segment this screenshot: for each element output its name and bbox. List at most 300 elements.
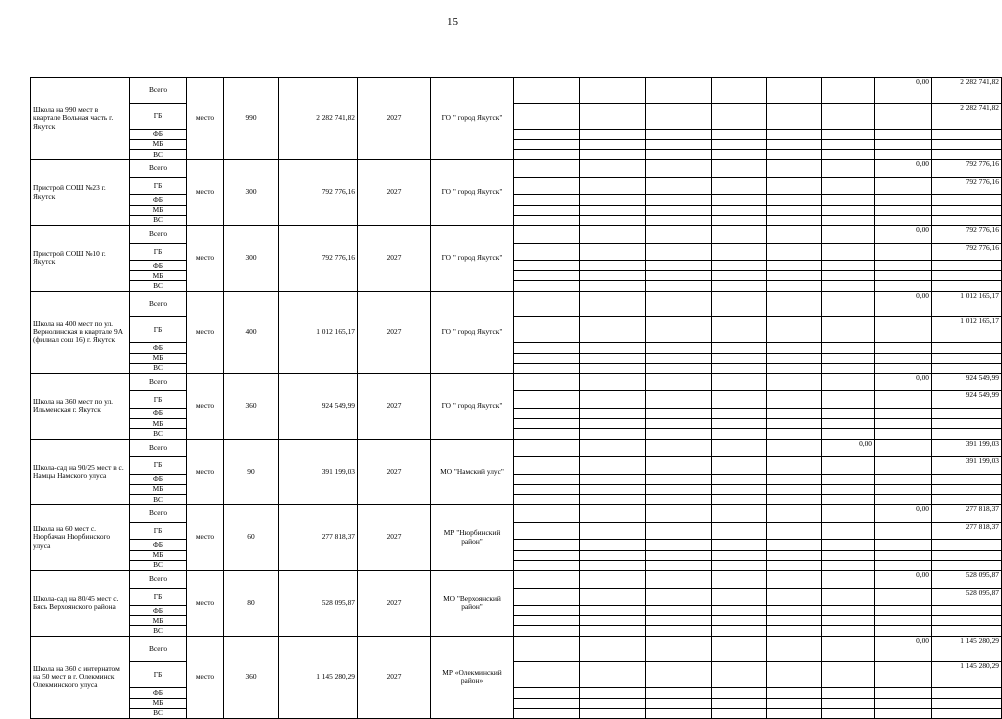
empty-cell	[932, 495, 1002, 505]
empty-cell	[875, 540, 932, 550]
funding-source-label: МБ	[130, 698, 187, 708]
empty-cell	[767, 662, 822, 688]
empty-cell	[580, 139, 646, 149]
empty-cell	[875, 317, 932, 343]
empty-cell	[580, 505, 646, 523]
empty-cell	[712, 317, 767, 343]
table-row	[31, 353, 1002, 363]
table-row	[31, 243, 1002, 261]
empty-cell	[767, 373, 822, 391]
empty-cell	[580, 484, 646, 494]
capacity-cell: 80	[224, 570, 279, 636]
municipality-cell: ГО " город Якутск"	[431, 291, 514, 373]
empty-cell	[822, 474, 875, 484]
zero-value: 0,00	[875, 225, 932, 243]
empty-cell	[514, 195, 580, 205]
empty-cell	[646, 606, 712, 616]
zero-value: 0,00	[875, 505, 932, 523]
empty-cell	[712, 177, 767, 195]
table-row	[31, 522, 1002, 540]
funding-source-label: ГБ	[130, 391, 187, 409]
table-row	[31, 343, 1002, 353]
municipality-cell: МР "Нюрбинский район"	[431, 505, 514, 571]
table-row	[31, 570, 1002, 588]
empty-cell	[580, 606, 646, 616]
empty-cell	[646, 636, 712, 662]
gb-amount: 277 818,37	[932, 522, 1002, 540]
empty-cell	[514, 616, 580, 626]
table-row	[31, 606, 1002, 616]
empty-cell	[646, 373, 712, 391]
empty-cell	[514, 606, 580, 616]
table-row	[31, 550, 1002, 560]
funding-source-label: ФБ	[130, 688, 187, 698]
table-row	[31, 429, 1002, 439]
zero-value: 0,00	[822, 439, 875, 457]
empty-cell	[712, 291, 767, 317]
funding-source-label: ФБ	[130, 606, 187, 616]
empty-cell	[822, 243, 875, 261]
funding-source-label: Всего	[130, 505, 187, 523]
empty-cell	[646, 495, 712, 505]
empty-cell	[580, 160, 646, 178]
empty-cell	[822, 606, 875, 616]
empty-cell	[767, 495, 822, 505]
empty-cell	[514, 373, 580, 391]
empty-cell	[514, 139, 580, 149]
empty-cell	[514, 103, 580, 129]
empty-cell	[514, 409, 580, 419]
empty-cell	[646, 429, 712, 439]
empty-cell	[646, 550, 712, 560]
cost-cell: 792 776,16	[279, 225, 358, 291]
funding-source-label: ВС	[130, 626, 187, 636]
empty-cell	[580, 78, 646, 104]
empty-cell	[822, 505, 875, 523]
empty-cell	[712, 353, 767, 363]
empty-cell	[514, 540, 580, 550]
empty-cell	[767, 177, 822, 195]
empty-cell	[875, 139, 932, 149]
empty-cell	[822, 560, 875, 570]
empty-cell	[822, 160, 875, 178]
empty-cell	[767, 343, 822, 353]
empty-cell	[767, 550, 822, 560]
empty-cell	[514, 688, 580, 698]
empty-cell	[767, 281, 822, 291]
empty-cell	[712, 439, 767, 457]
empty-cell	[822, 139, 875, 149]
empty-cell	[875, 708, 932, 718]
empty-cell	[932, 150, 1002, 160]
gb-amount: 792 776,16	[932, 177, 1002, 195]
empty-cell	[767, 78, 822, 104]
empty-cell	[767, 419, 822, 429]
empty-cell	[580, 353, 646, 363]
empty-cell	[932, 281, 1002, 291]
unit-cell: место	[187, 505, 224, 571]
empty-cell	[875, 103, 932, 129]
empty-cell	[875, 616, 932, 626]
empty-cell	[646, 291, 712, 317]
empty-cell	[767, 505, 822, 523]
empty-cell	[822, 261, 875, 271]
empty-cell	[580, 636, 646, 662]
empty-cell	[932, 626, 1002, 636]
object-name: Школа на 360 с интернатом на 50 мест в г. Олекминск Олекминского улуса	[31, 636, 130, 718]
object-name: Школа на 400 мест по ул. Вернолинская в квартале 9А (филиал сош 16) г. Якутск	[31, 291, 130, 373]
empty-cell	[822, 103, 875, 129]
empty-cell	[514, 78, 580, 104]
empty-cell	[514, 550, 580, 560]
year-cell: 2027	[358, 636, 431, 718]
capacity-cell: 360	[224, 373, 279, 439]
funding-source-label: Всего	[130, 373, 187, 391]
empty-cell	[875, 495, 932, 505]
empty-cell	[580, 291, 646, 317]
total-amount: 528 095,87	[932, 570, 1002, 588]
empty-cell	[646, 698, 712, 708]
zero-value: 0,00	[875, 570, 932, 588]
empty-cell	[514, 291, 580, 317]
funding-source-label: Всего	[130, 160, 187, 178]
empty-cell	[712, 662, 767, 688]
gb-amount: 528 095,87	[932, 588, 1002, 606]
funding-source-label: ВС	[130, 363, 187, 373]
capacity-cell: 60	[224, 505, 279, 571]
empty-cell	[822, 588, 875, 606]
cost-cell: 391 199,03	[279, 439, 358, 505]
empty-cell	[875, 281, 932, 291]
table-row	[31, 205, 1002, 215]
empty-cell	[712, 540, 767, 550]
object-name: Школа-сад на 80/45 мест с. Бясь Верхоянского района	[31, 570, 130, 636]
empty-cell	[712, 688, 767, 698]
empty-cell	[514, 363, 580, 373]
empty-cell	[712, 474, 767, 484]
gb-amount: 391 199,03	[932, 457, 1002, 475]
year-cell: 2027	[358, 505, 431, 571]
empty-cell	[767, 225, 822, 243]
empty-cell	[712, 195, 767, 205]
budget-table	[30, 77, 1002, 719]
empty-cell	[646, 271, 712, 281]
table-row	[31, 139, 1002, 149]
empty-cell	[514, 708, 580, 718]
empty-cell	[767, 560, 822, 570]
empty-cell	[514, 261, 580, 271]
empty-cell	[767, 205, 822, 215]
empty-cell	[767, 626, 822, 636]
empty-cell	[580, 409, 646, 419]
empty-cell	[514, 457, 580, 475]
empty-cell	[580, 103, 646, 129]
empty-cell	[767, 353, 822, 363]
empty-cell	[646, 474, 712, 484]
empty-cell	[767, 409, 822, 419]
empty-cell	[712, 626, 767, 636]
empty-cell	[514, 281, 580, 291]
empty-cell	[712, 225, 767, 243]
empty-cell	[712, 409, 767, 419]
cost-cell: 1 145 280,29	[279, 636, 358, 718]
empty-cell	[822, 616, 875, 626]
empty-cell	[580, 195, 646, 205]
empty-cell	[514, 129, 580, 139]
gb-amount: 1 145 280,29	[932, 662, 1002, 688]
empty-cell	[514, 177, 580, 195]
empty-cell	[875, 363, 932, 373]
empty-cell	[646, 225, 712, 243]
zero-value: 0,00	[875, 160, 932, 178]
empty-cell	[580, 261, 646, 271]
empty-cell	[646, 150, 712, 160]
empty-cell	[514, 505, 580, 523]
empty-cell	[514, 588, 580, 606]
municipality-cell: МО "Намский улус"	[431, 439, 514, 505]
object-name: Школа-сад на 90/25 мест в с. Намцы Намского улуса	[31, 439, 130, 505]
table-row	[31, 495, 1002, 505]
empty-cell	[646, 343, 712, 353]
empty-cell	[875, 606, 932, 616]
empty-cell	[932, 616, 1002, 626]
total-amount: 792 776,16	[932, 160, 1002, 178]
table-row	[31, 409, 1002, 419]
empty-cell	[514, 636, 580, 662]
empty-cell	[580, 662, 646, 688]
empty-cell	[712, 636, 767, 662]
gb-amount: 792 776,16	[932, 243, 1002, 261]
empty-cell	[767, 215, 822, 225]
empty-cell	[767, 570, 822, 588]
gb-amount: 1 012 165,17	[932, 317, 1002, 343]
empty-cell	[822, 373, 875, 391]
empty-cell	[767, 439, 822, 457]
empty-cell	[646, 688, 712, 698]
funding-source-label: ФБ	[130, 129, 187, 139]
empty-cell	[646, 195, 712, 205]
empty-cell	[822, 522, 875, 540]
empty-cell	[646, 662, 712, 688]
empty-cell	[932, 419, 1002, 429]
empty-cell	[875, 343, 932, 353]
empty-cell	[875, 457, 932, 475]
empty-cell	[514, 698, 580, 708]
total-amount: 924 549,99	[932, 373, 1002, 391]
empty-cell	[875, 474, 932, 484]
empty-cell	[767, 698, 822, 708]
empty-cell	[875, 550, 932, 560]
empty-cell	[822, 550, 875, 560]
funding-source-label: ГБ	[130, 243, 187, 261]
table-row	[31, 373, 1002, 391]
empty-cell	[822, 698, 875, 708]
empty-cell	[514, 474, 580, 484]
empty-cell	[580, 688, 646, 698]
empty-cell	[875, 150, 932, 160]
empty-cell	[712, 457, 767, 475]
empty-cell	[646, 570, 712, 588]
funding-source-label: ФБ	[130, 409, 187, 419]
empty-cell	[875, 129, 932, 139]
empty-cell	[875, 215, 932, 225]
funding-source-label: Всего	[130, 225, 187, 243]
funding-source-label: МБ	[130, 419, 187, 429]
empty-cell	[514, 317, 580, 343]
funding-source-label: ФБ	[130, 474, 187, 484]
empty-cell	[514, 419, 580, 429]
empty-cell	[514, 205, 580, 215]
empty-cell	[822, 129, 875, 139]
empty-cell	[646, 205, 712, 215]
empty-cell	[580, 391, 646, 409]
empty-cell	[822, 343, 875, 353]
object-name: Школа на 60 мест с. Нюрбачан Нюрбинского улуса	[31, 505, 130, 571]
empty-cell	[514, 522, 580, 540]
empty-cell	[767, 636, 822, 662]
empty-cell	[580, 363, 646, 373]
empty-cell	[580, 243, 646, 261]
table-row	[31, 150, 1002, 160]
funding-source-label: ФБ	[130, 540, 187, 550]
empty-cell	[767, 588, 822, 606]
empty-cell	[580, 205, 646, 215]
empty-cell	[580, 429, 646, 439]
empty-cell	[932, 353, 1002, 363]
empty-cell	[514, 271, 580, 281]
table-row	[31, 215, 1002, 225]
empty-cell	[646, 129, 712, 139]
funding-source-label: ФБ	[130, 343, 187, 353]
empty-cell	[580, 129, 646, 139]
empty-cell	[875, 560, 932, 570]
empty-cell	[767, 317, 822, 343]
table-row	[31, 391, 1002, 409]
unit-cell: место	[187, 373, 224, 439]
funding-source-label: Всего	[130, 570, 187, 588]
empty-cell	[767, 688, 822, 698]
empty-cell	[646, 505, 712, 523]
empty-cell	[932, 195, 1002, 205]
year-cell: 2027	[358, 78, 431, 160]
table-row	[31, 540, 1002, 550]
empty-cell	[875, 688, 932, 698]
table-row	[31, 439, 1002, 457]
funding-source-label: ВС	[130, 495, 187, 505]
empty-cell	[875, 698, 932, 708]
empty-cell	[875, 429, 932, 439]
empty-cell	[580, 560, 646, 570]
capacity-cell: 90	[224, 439, 279, 505]
table-row	[31, 616, 1002, 626]
table-row	[31, 708, 1002, 718]
empty-cell	[646, 626, 712, 636]
table-row	[31, 317, 1002, 343]
empty-cell	[580, 626, 646, 636]
empty-cell	[932, 409, 1002, 419]
empty-cell	[712, 429, 767, 439]
empty-cell	[580, 373, 646, 391]
empty-cell	[580, 550, 646, 560]
empty-cell	[580, 457, 646, 475]
unit-cell: место	[187, 636, 224, 718]
empty-cell	[712, 103, 767, 129]
empty-cell	[875, 588, 932, 606]
empty-cell	[580, 439, 646, 457]
empty-cell	[580, 588, 646, 606]
empty-cell	[767, 291, 822, 317]
empty-cell	[712, 616, 767, 626]
empty-cell	[767, 391, 822, 409]
empty-cell	[712, 271, 767, 281]
empty-cell	[646, 353, 712, 363]
empty-cell	[646, 391, 712, 409]
unit-cell: место	[187, 291, 224, 373]
empty-cell	[580, 317, 646, 343]
cost-cell: 277 818,37	[279, 505, 358, 571]
table-row	[31, 560, 1002, 570]
empty-cell	[514, 429, 580, 439]
empty-cell	[932, 205, 1002, 215]
total-amount: 277 818,37	[932, 505, 1002, 523]
funding-source-label: МБ	[130, 550, 187, 560]
empty-cell	[514, 225, 580, 243]
empty-cell	[822, 540, 875, 550]
empty-cell	[767, 243, 822, 261]
funding-source-label: МБ	[130, 353, 187, 363]
empty-cell	[646, 419, 712, 429]
empty-cell	[822, 409, 875, 419]
capacity-cell: 400	[224, 291, 279, 373]
table-row	[31, 177, 1002, 195]
empty-cell	[932, 429, 1002, 439]
object-name: Школа на 360 мест по ул. Ильменская г. Якутск	[31, 373, 130, 439]
total-amount: 1 145 280,29	[932, 636, 1002, 662]
table-row	[31, 698, 1002, 708]
empty-cell	[875, 243, 932, 261]
empty-cell	[822, 205, 875, 215]
empty-cell	[514, 343, 580, 353]
table-row	[31, 419, 1002, 429]
empty-cell	[822, 281, 875, 291]
year-cell: 2027	[358, 570, 431, 636]
total-amount: 792 776,16	[932, 225, 1002, 243]
empty-cell	[875, 391, 932, 409]
empty-cell	[646, 261, 712, 271]
empty-cell	[822, 419, 875, 429]
empty-cell	[932, 139, 1002, 149]
empty-cell	[580, 215, 646, 225]
empty-cell	[875, 261, 932, 271]
empty-cell	[580, 540, 646, 550]
funding-source-label: ФБ	[130, 261, 187, 271]
empty-cell	[580, 495, 646, 505]
empty-cell	[646, 139, 712, 149]
empty-cell	[767, 150, 822, 160]
empty-cell	[646, 363, 712, 373]
year-cell: 2027	[358, 439, 431, 505]
empty-cell	[767, 616, 822, 626]
empty-cell	[822, 495, 875, 505]
empty-cell	[875, 419, 932, 429]
empty-cell	[767, 139, 822, 149]
empty-cell	[932, 560, 1002, 570]
empty-cell	[932, 550, 1002, 560]
cost-cell: 1 012 165,17	[279, 291, 358, 373]
empty-cell	[822, 484, 875, 494]
funding-source-label: МБ	[130, 484, 187, 494]
empty-cell	[580, 698, 646, 708]
